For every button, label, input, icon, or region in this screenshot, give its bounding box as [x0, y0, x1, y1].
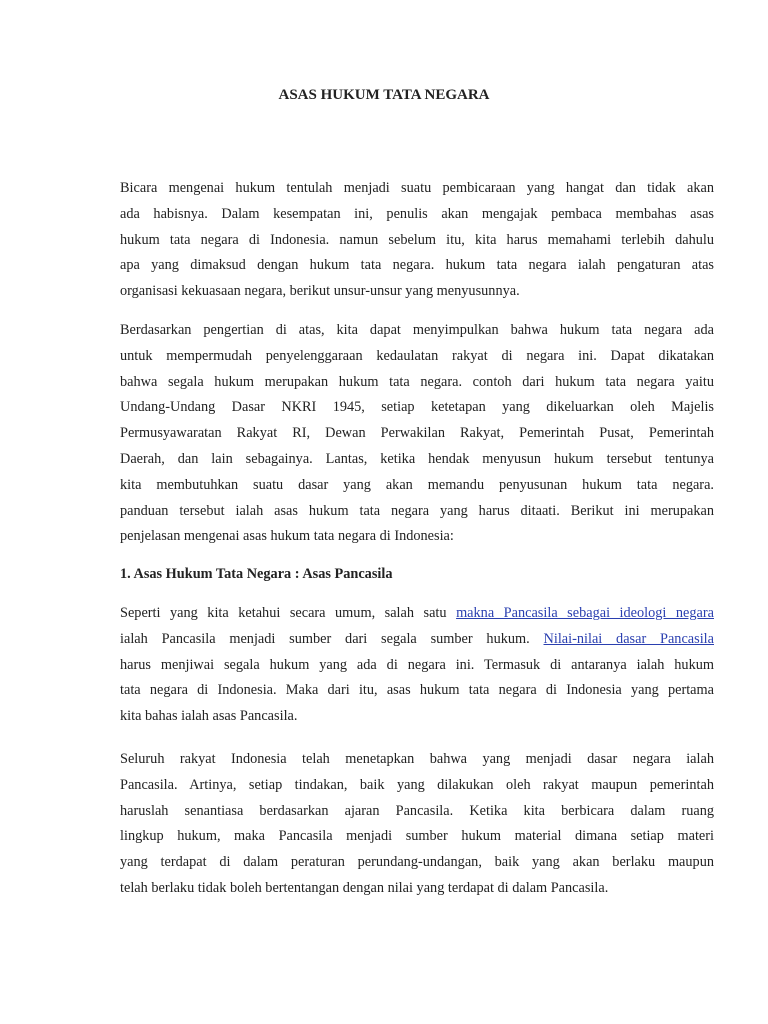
- text-line: harus menjiwai segala hukum yang ada di negara ini. Termasuk di antaranya ialah hukum: [120, 656, 714, 673]
- paragraph-1: [120, 176, 714, 305]
- link-makna-pancasila[interactable]: makna Pancasila sebagai ideologi negara: [456, 605, 714, 621]
- text-line: Daerah, dan lain sebagainya. Lantas, ketika hendak menyusun hukum tersebut tentunya: [120, 450, 714, 467]
- text-line: yang terdapat di dalam peraturan perundang-undangan, baik yang akan berlaku maupun: [120, 854, 714, 871]
- text-line: [120, 627, 714, 653]
- text-line: apa yang dimaksud dengan hukum tata negara. hukum tata negara ialah pengaturan atas: [120, 257, 714, 274]
- text-line: lingkup hukum, maka Pancasila menjadi sumber hukum material dimana setiap materi: [120, 828, 714, 845]
- text-line: Seluruh rakyat Indonesia telah menetapkan bahwa yang menjadi dasar negara ialah: [120, 751, 714, 767]
- text-line: telah berlaku tidak boleh bertentangan dengan nilai yang terdapat di dalam Pancasila.: [120, 879, 609, 896]
- text-line: untuk mempermudah penyelenggaraan kedaulatan rakyat di negara ini. Dapat dikatakan: [120, 347, 714, 364]
- text-line: Pancasila. Artinya, setiap tindakan, baik yang dilakukan oleh rakyat maupun pemerintah: [120, 776, 714, 793]
- document-title: ASAS HUKUM TATA NEGARA: [278, 87, 490, 103]
- paragraph-3: [120, 601, 714, 730]
- text-line: Berdasarkan pengertian di atas, kita dapat menyimpulkan bahwa hukum tata negara ada: [120, 322, 714, 338]
- text-line: kita membutuhkan suatu dasar yang akan memandu penyusunan hukum tata negara.: [120, 476, 714, 493]
- text-line: Permusyawaratan Rakyat RI, Dewan Perwakilan Rakyat, Pemerintah Pusat, Pemerintah: [120, 425, 714, 442]
- text-line: hukum tata negara di Indonesia. namun sebelum itu, kita harus memahami terlebih dahulu: [120, 231, 714, 248]
- text-line: Bicara mengenai hukum tentulah menjadi suatu pembicaraan yang hangat dan tidak akan: [120, 180, 714, 196]
- text-line: organisasi kekuasaan negara, berikut unsur-unsur yang menyusunnya.: [120, 283, 520, 300]
- text-line: haruslah senantiasa berdasarkan ajaran Pancasila. Ketika kita berbicara dalam ruang: [120, 802, 714, 819]
- text-line: kita bahas ialah asas Pancasila.: [120, 708, 298, 725]
- text-line: bahwa segala hukum merupakan hukum tata negara. contoh dari hukum tata negara yaitu: [120, 373, 714, 390]
- section-heading: 1. Asas Hukum Tata Negara : Asas Pancasila: [120, 566, 393, 582]
- paragraph-4: [120, 747, 714, 902]
- text-line: Undang-Undang Dasar NKRI 1945, setiap ketetapan yang dikeluarkan oleh Majelis: [120, 399, 714, 416]
- text-line: [120, 601, 714, 627]
- link-nilai-dasar-pancasila[interactable]: Nilai-nilai dasar Pancasila: [543, 630, 714, 647]
- text-segment: ialah Pancasila menjadi sumber dari segala sumber hukum.: [120, 630, 544, 647]
- text-line: penjelasan mengenai asas hukum tata negara di Indonesia:: [120, 528, 454, 545]
- text-segment: Seperti yang kita ketahui secara umum, salah satu: [120, 605, 457, 621]
- text-line: ada habisnya. Dalam kesempatan ini, penulis akan mengajak pembaca membahas asas: [120, 205, 714, 222]
- text-line: panduan tersebut ialah asas hukum tata negara yang harus ditaati. Berikut ini merupakan: [120, 502, 714, 519]
- text-line: tata negara di Indonesia. Maka dari itu, asas hukum tata negara di Indonesia yang pertama: [120, 682, 714, 699]
- paragraph-2: [120, 318, 714, 550]
